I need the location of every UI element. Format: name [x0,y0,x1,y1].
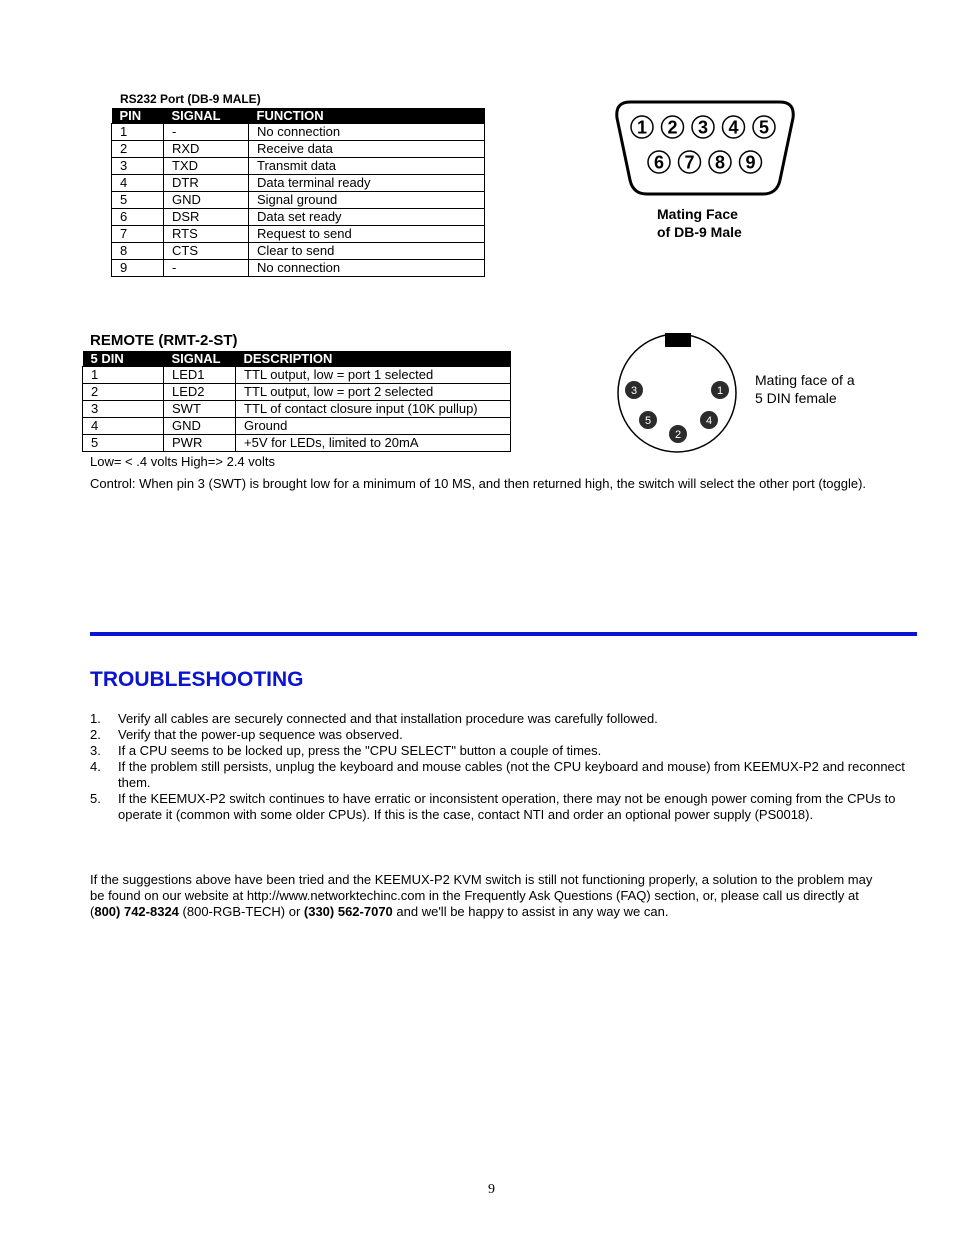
table-cell: 8 [112,243,164,260]
column-header-signal: SIGNAL [164,351,236,367]
table-row [83,384,511,401]
table-cell: LED2 [164,384,236,401]
list-item [90,743,905,759]
table-cell: - [164,260,249,277]
table-cell: 2 [83,384,164,401]
page-number: 9 [488,1182,495,1197]
table-cell: GND [164,418,236,435]
phone-number-1: 800) 742-8324 [94,904,179,919]
table-cell: 1 [83,367,164,384]
table-row [112,175,485,192]
troubleshooting-heading: TROUBLESHOOTING [90,668,304,691]
list-item [90,727,905,743]
list-item-text: Verify that the power-up sequence was observed. [118,727,403,742]
table-cell: Signal ground [249,192,485,209]
table-cell: GND [164,192,249,209]
list-item-number: 1. [90,711,101,726]
control-note: Control: When pin 3 (SWT) is brought low for a minimum of 10 MS, and then returned high, the switch will select the other port (toggle). [90,476,867,491]
table-cell: 5 [83,435,164,452]
db9-caption-line2: of DB-9 Male [657,224,742,240]
table-row [112,226,485,243]
table-cell: 2 [112,141,164,158]
db9-caption-line1: Mating Face [657,206,738,222]
db9-pin-label: 3 [697,117,709,138]
table-cell: Receive data [249,141,485,158]
din5-caption-line1: Mating face of a [755,372,855,388]
table-cell: Data set ready [249,209,485,226]
table-row [112,243,485,260]
closing-text: If the suggestions above have been tried and the KEEMUX-P2 KVM switch is still not functioning properly, a solution to the problem may be found on our website at http://www.networktechinc.com in the Frequently Ask Questions (FAQ) section, or, please call us directly at ( [90,872,873,919]
table-cell: TXD [164,158,249,175]
list-item [90,711,905,727]
db9-pin-label: 4 [728,117,739,138]
list-item-text: If the KEEMUX-P2 switch continues to have erratic or inconsistent operation, there may not be enough power coming from the CPUs to operate it (common with some older CPUs). If this is the case, contact NTI and order an optional power supply (PS0018). [118,791,896,822]
column-header-pin: PIN [112,108,164,124]
table-cell: RXD [164,141,249,158]
list-item-number: 2. [90,727,101,742]
list-item-number: 5. [90,791,101,806]
closing-text: and we'll be happy to assist in any way we can. [392,904,669,919]
table-cell: 3 [83,401,164,418]
list-item-text: If the problem still persists, unplug the keyboard and mouse cables (not the CPU keyboard and mouse) from KEEMUX-P2 and reconnect them. [118,759,905,790]
db9-pin-label: 8 [714,152,726,173]
din5-key-notch [665,333,691,347]
db9-pin-label: 6 [653,152,665,173]
table-cell: 1 [112,124,164,141]
db9-connector-diagram [600,90,810,205]
table-cell: 5 [112,192,164,209]
table-cell: CTS [164,243,249,260]
column-header-signal: SIGNAL [164,108,249,124]
table-cell: No connection [249,260,485,277]
din5-caption [755,371,855,407]
din5-pin-label: 3 [630,385,638,397]
table-row [83,418,511,435]
din5-caption-line2: 5 DIN female [755,390,837,406]
phone-number-2: (330) 562-7070 [303,904,393,919]
table-cell: RTS [164,226,249,243]
table-row [112,158,485,175]
db9-caption [657,205,742,241]
closing-paragraph [90,872,890,920]
din5-pin-label: 2 [674,429,682,441]
list-item-number: 3. [90,743,101,758]
db9-pin-label: 5 [758,117,770,138]
table-cell: +5V for LEDs, limited to 20mA [236,435,511,452]
table-cell: DSR [164,209,249,226]
table-row [83,401,511,418]
table-row [112,209,485,226]
din5-pin-label: 1 [716,385,724,397]
list-item-text: Verify all cables are securely connected and that installation procedure was carefully followed. [118,711,658,726]
column-header-description: DESCRIPTION [236,351,511,367]
table-row [112,260,485,277]
table-cell: TTL output, low = port 1 selected [236,367,511,384]
table-cell: LED1 [164,367,236,384]
closing-text: (800-RGB-TECH) or [178,904,304,919]
table-cell: DTR [164,175,249,192]
table-cell: - [164,124,249,141]
column-header-function: FUNCTION [249,108,485,124]
table-row [83,435,511,452]
table-cell: SWT [164,401,236,418]
rs232-pinout-table [111,108,485,277]
troubleshooting-list [90,711,905,823]
table-cell: Request to send [249,226,485,243]
table-cell: Transmit data [249,158,485,175]
list-item-text: If a CPU seems to be locked up, press the "CPU SELECT" button a couple of times. [118,743,602,758]
table-cell: TTL output, low = port 2 selected [236,384,511,401]
table-row [83,367,511,384]
table-cell: PWR [164,435,236,452]
remote-pinout-table [82,351,511,452]
db9-pin-label: 1 [636,117,648,138]
column-header-din: 5 DIN [83,351,164,367]
table-cell: 9 [112,260,164,277]
list-item-number: 4. [90,759,101,774]
table-cell: No connection [249,124,485,141]
db9-pin-label: 7 [684,152,695,173]
remote-table-title: REMOTE (RMT-2-ST) [90,332,238,349]
table-cell: Clear to send [249,243,485,260]
table-cell: 4 [112,175,164,192]
table-cell: 7 [112,226,164,243]
table-cell: Data terminal ready [249,175,485,192]
table-cell: TTL of contact closure input (10K pullup) [236,401,511,418]
db9-pin-label: 9 [745,152,756,173]
table-header-row [83,351,511,367]
list-item [90,791,905,823]
din5-connector-diagram [612,328,742,458]
table-cell: 3 [112,158,164,175]
din5-pin-label: 5 [644,415,652,427]
section-divider [90,632,917,636]
table-header-row [112,108,485,124]
voltage-levels-note: Low= < .4 volts High=> 2.4 volts [90,454,275,469]
list-item [90,759,905,791]
rs232-table-title: RS232 Port (DB-9 MALE) [120,92,261,106]
table-cell: 4 [83,418,164,435]
db9-pin-label: 2 [667,117,678,138]
table-row [112,124,485,141]
table-cell: Ground [236,418,511,435]
table-cell: 6 [112,209,164,226]
din5-pin-label: 4 [705,415,713,427]
table-row [112,141,485,158]
table-row [112,192,485,209]
